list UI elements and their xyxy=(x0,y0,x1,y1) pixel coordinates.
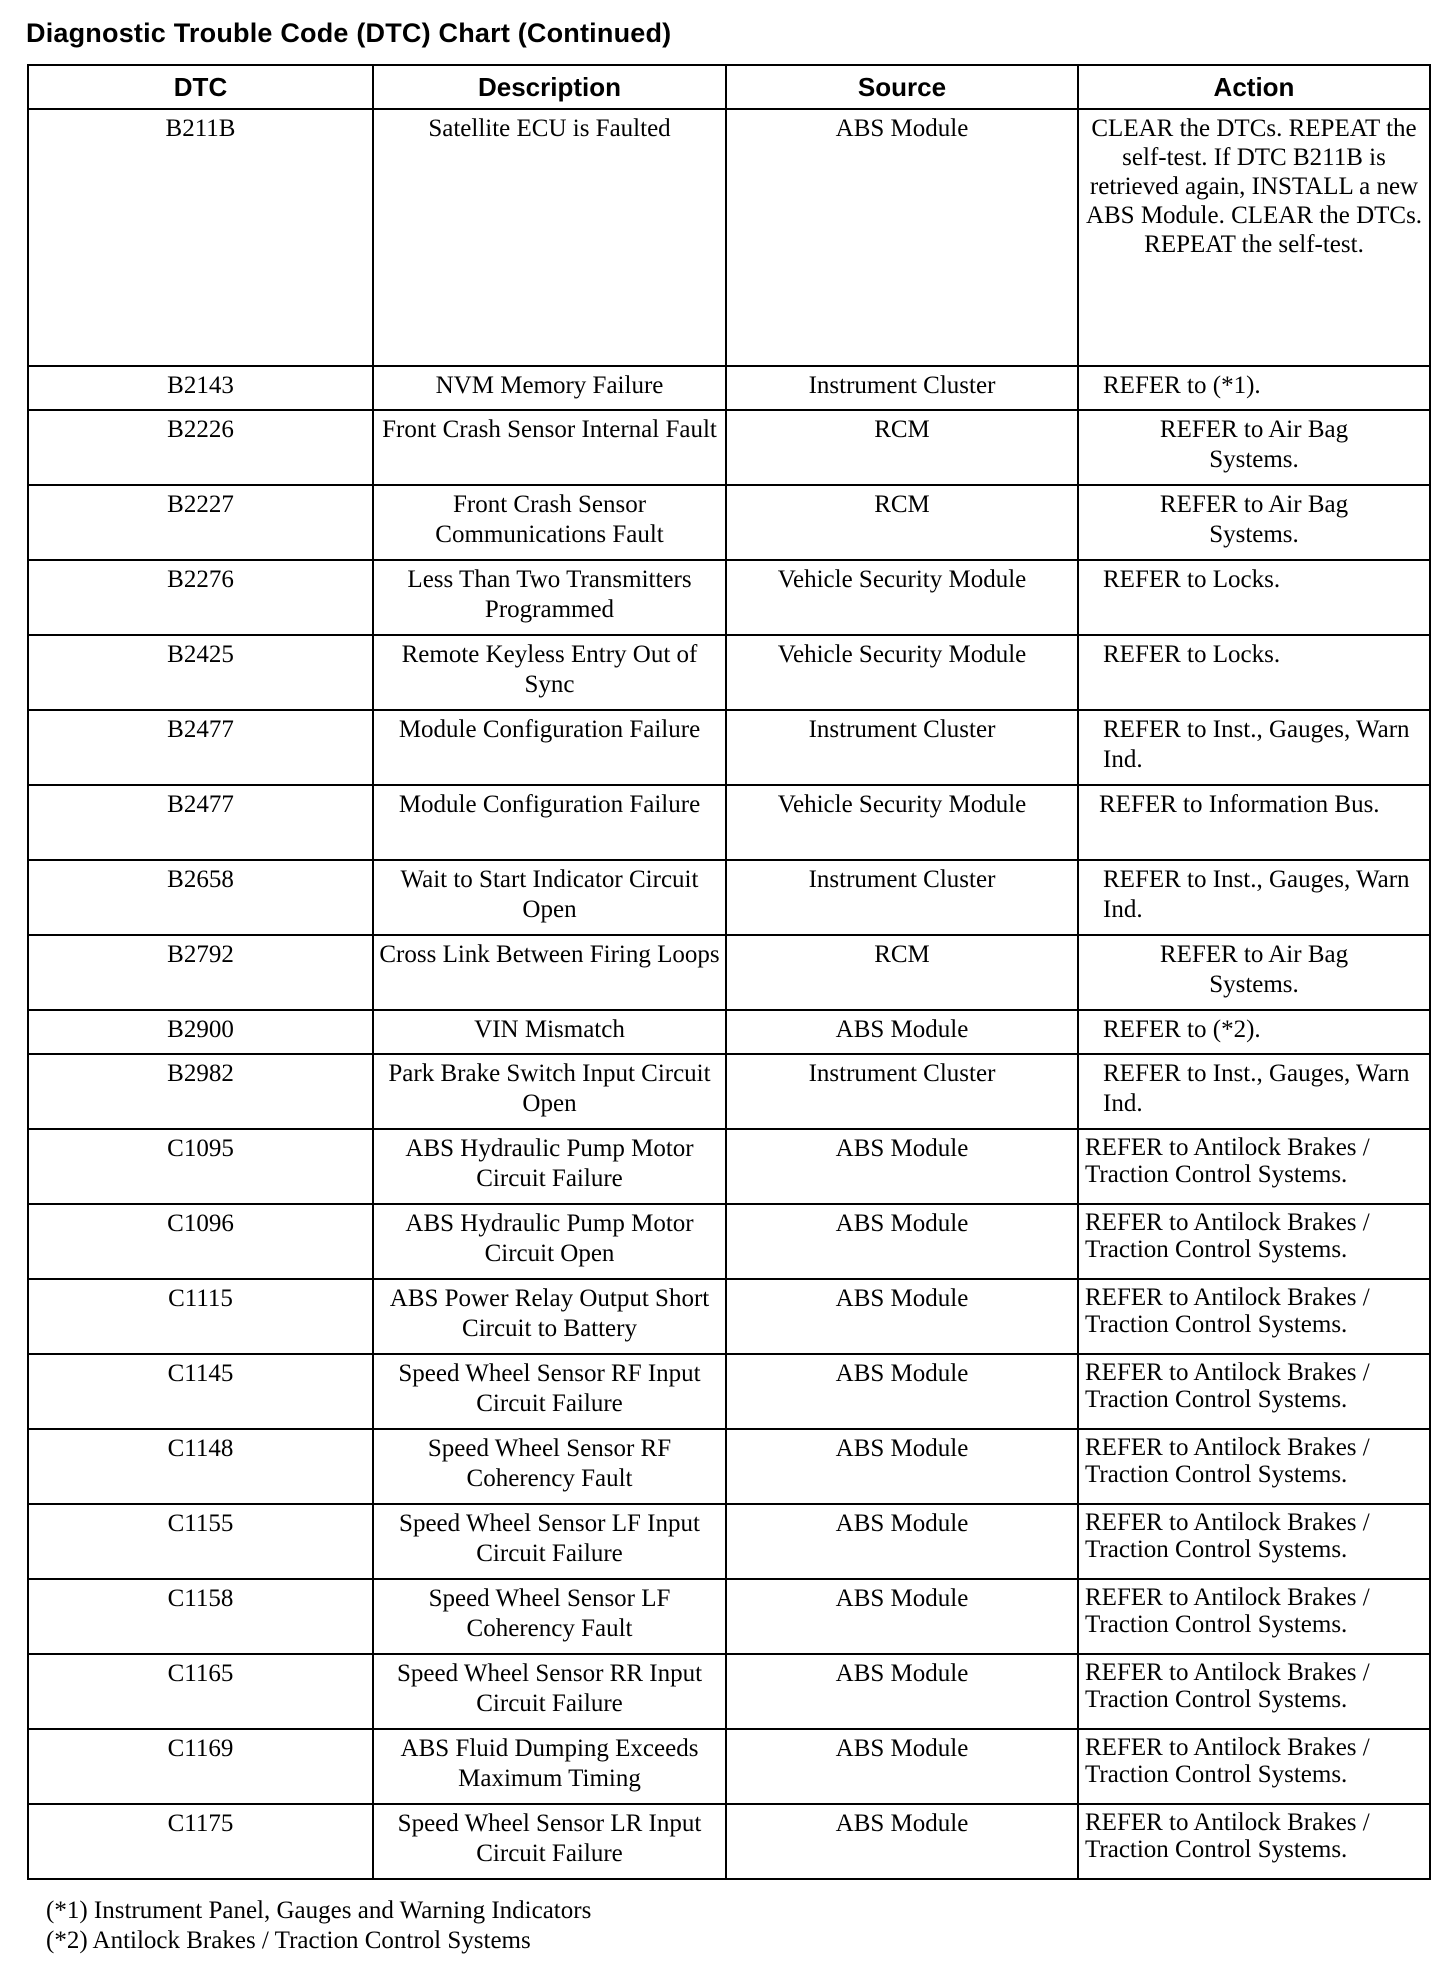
footnote: (*1) Instrument Panel, Gauges and Warning Indicators xyxy=(46,1897,592,1924)
dtc-action: REFER to Air Bag Systems. xyxy=(1078,410,1430,485)
table-row xyxy=(28,366,1430,410)
dtc-description: Satellite ECU is Faulted xyxy=(373,109,726,366)
dtc-source: Instrument Cluster xyxy=(726,1054,1078,1129)
dtc-description: VIN Mismatch xyxy=(373,1010,726,1054)
dtc-source: ABS Module xyxy=(726,1729,1078,1804)
dtc-action: REFER to Antilock Brakes / Traction Control Systems. xyxy=(1078,1129,1430,1204)
dtc-code: C1096 xyxy=(28,1204,373,1279)
dtc-source: ABS Module xyxy=(726,1804,1078,1879)
dtc-code: B2900 xyxy=(28,1010,373,1054)
dtc-code: B2226 xyxy=(28,410,373,485)
dtc-source: Vehicle Security Module xyxy=(726,560,1078,635)
table-row xyxy=(28,485,1430,560)
table-row xyxy=(28,785,1430,860)
table-header-row xyxy=(28,65,1430,109)
dtc-source: ABS Module xyxy=(726,109,1078,366)
dtc-description: ABS Hydraulic Pump Motor Circuit Failure xyxy=(373,1129,726,1204)
dtc-action: REFER to Air Bag Systems. xyxy=(1078,935,1430,1010)
dtc-action: REFER to Antilock Brakes / Traction Control Systems. xyxy=(1078,1654,1430,1729)
dtc-code: B2227 xyxy=(28,485,373,560)
page-title: Diagnostic Trouble Code (DTC) Chart (Continued) xyxy=(26,18,672,48)
dtc-code: B2425 xyxy=(28,635,373,710)
dtc-action: REFER to Information Bus. xyxy=(1078,785,1430,860)
dtc-description: Remote Keyless Entry Out of Sync xyxy=(373,635,726,710)
dtc-description: ABS Fluid Dumping Exceeds Maximum Timing xyxy=(373,1729,726,1804)
dtc-action: REFER to Air Bag Systems. xyxy=(1078,485,1430,560)
dtc-description: Front Crash Sensor Communications Fault xyxy=(373,485,726,560)
dtc-description: Cross Link Between Firing Loops xyxy=(373,935,726,1010)
dtc-code: C1175 xyxy=(28,1804,373,1879)
dtc-code: B2792 xyxy=(28,935,373,1010)
dtc-action: REFER to Inst., Gauges, Warn Ind. xyxy=(1078,860,1430,935)
dtc-action: REFER to (*2). xyxy=(1078,1010,1430,1054)
dtc-code: C1158 xyxy=(28,1579,373,1654)
dtc-source: ABS Module xyxy=(726,1129,1078,1204)
header-dtc: DTC xyxy=(28,65,373,109)
dtc-code: C1165 xyxy=(28,1654,373,1729)
dtc-code: B211B xyxy=(28,109,373,366)
dtc-description: Speed Wheel Sensor RR Input Circuit Failure xyxy=(373,1654,726,1729)
dtc-description: NVM Memory Failure xyxy=(373,366,726,410)
header-action: Action xyxy=(1078,65,1430,109)
dtc-source: Instrument Cluster xyxy=(726,710,1078,785)
dtc-code: B2276 xyxy=(28,560,373,635)
dtc-source: ABS Module xyxy=(726,1654,1078,1729)
dtc-code: C1145 xyxy=(28,1354,373,1429)
dtc-action: REFER to (*1). xyxy=(1078,366,1430,410)
table-row xyxy=(28,1354,1430,1429)
table-row xyxy=(28,1279,1430,1354)
dtc-action: REFER to Inst., Gauges, Warn Ind. xyxy=(1078,1054,1430,1129)
header-description: Description xyxy=(373,65,726,109)
dtc-action: REFER to Antilock Brakes / Traction Control Systems. xyxy=(1078,1504,1430,1579)
dtc-code: C1115 xyxy=(28,1279,373,1354)
dtc-action: REFER to Inst., Gauges, Warn Ind. xyxy=(1078,710,1430,785)
header-source: Source xyxy=(726,65,1078,109)
dtc-description: Speed Wheel Sensor RF Coherency Fault xyxy=(373,1429,726,1504)
dtc-source: ABS Module xyxy=(726,1354,1078,1429)
dtc-code: B2982 xyxy=(28,1054,373,1129)
table-row xyxy=(28,109,1430,366)
dtc-source: ABS Module xyxy=(726,1579,1078,1654)
dtc-source: Instrument Cluster xyxy=(726,366,1078,410)
table-row xyxy=(28,710,1430,785)
table-row xyxy=(28,1804,1430,1879)
dtc-description: Speed Wheel Sensor RF Input Circuit Failure xyxy=(373,1354,726,1429)
dtc-description: Speed Wheel Sensor LF Coherency Fault xyxy=(373,1579,726,1654)
footnotes xyxy=(46,1896,591,1956)
dtc-code: C1148 xyxy=(28,1429,373,1504)
table-row xyxy=(28,1504,1430,1579)
dtc-action: REFER to Antilock Brakes / Traction Control Systems. xyxy=(1078,1279,1430,1354)
dtc-description: Speed Wheel Sensor LF Input Circuit Failure xyxy=(373,1504,726,1579)
dtc-action: REFER to Antilock Brakes / Traction Control Systems. xyxy=(1078,1354,1430,1429)
table-row xyxy=(28,1129,1430,1204)
dtc-source: ABS Module xyxy=(726,1504,1078,1579)
table-row xyxy=(28,560,1430,635)
dtc-action: REFER to Locks. xyxy=(1078,560,1430,635)
dtc-description: Module Configuration Failure xyxy=(373,710,726,785)
dtc-description: Park Brake Switch Input Circuit Open xyxy=(373,1054,726,1129)
dtc-action: REFER to Antilock Brakes / Traction Control Systems. xyxy=(1078,1804,1430,1879)
dtc-source: ABS Module xyxy=(726,1279,1078,1354)
dtc-description: ABS Hydraulic Pump Motor Circuit Open xyxy=(373,1204,726,1279)
dtc-source: ABS Module xyxy=(726,1010,1078,1054)
dtc-description: ABS Power Relay Output Short Circuit to Battery xyxy=(373,1279,726,1354)
dtc-action: REFER to Antilock Brakes / Traction Control Systems. xyxy=(1078,1579,1430,1654)
dtc-source: RCM xyxy=(726,485,1078,560)
dtc-code: B2658 xyxy=(28,860,373,935)
dtc-code: C1155 xyxy=(28,1504,373,1579)
table-row xyxy=(28,935,1430,1010)
dtc-code: C1095 xyxy=(28,1129,373,1204)
dtc-source: Vehicle Security Module xyxy=(726,785,1078,860)
dtc-description: Front Crash Sensor Internal Fault xyxy=(373,410,726,485)
table-row xyxy=(28,1729,1430,1804)
dtc-code: B2477 xyxy=(28,710,373,785)
dtc-table xyxy=(27,64,1431,1880)
table-row xyxy=(28,1429,1430,1504)
table-row xyxy=(28,1010,1430,1054)
dtc-source: RCM xyxy=(726,935,1078,1010)
dtc-source: Instrument Cluster xyxy=(726,860,1078,935)
dtc-code: B2477 xyxy=(28,785,373,860)
table-row xyxy=(28,1654,1430,1729)
dtc-action: REFER to Antilock Brakes / Traction Control Systems. xyxy=(1078,1429,1430,1504)
dtc-action: REFER to Antilock Brakes / Traction Control Systems. xyxy=(1078,1204,1430,1279)
table-row xyxy=(28,410,1430,485)
dtc-action: CLEAR the DTCs. REPEAT the self-test. If DTC B211B is retrieved again, INSTALL a new ABS Module. CLEAR the DTCs. REPEAT the self-test. xyxy=(1078,109,1430,366)
dtc-source: Vehicle Security Module xyxy=(726,635,1078,710)
dtc-description: Speed Wheel Sensor LR Input Circuit Failure xyxy=(373,1804,726,1879)
dtc-source: ABS Module xyxy=(726,1429,1078,1504)
footnote: (*2) Antilock Brakes / Traction Control Systems xyxy=(46,1927,531,1954)
dtc-action: REFER to Antilock Brakes / Traction Control Systems. xyxy=(1078,1729,1430,1804)
dtc-code: B2143 xyxy=(28,366,373,410)
table-row xyxy=(28,635,1430,710)
table-row xyxy=(28,860,1430,935)
dtc-code: C1169 xyxy=(28,1729,373,1804)
dtc-source: ABS Module xyxy=(726,1204,1078,1279)
table-row xyxy=(28,1204,1430,1279)
dtc-description: Module Configuration Failure xyxy=(373,785,726,860)
dtc-action: REFER to Locks. xyxy=(1078,635,1430,710)
table-row xyxy=(28,1579,1430,1654)
dtc-source: RCM xyxy=(726,410,1078,485)
dtc-description: Wait to Start Indicator Circuit Open xyxy=(373,860,726,935)
table-row xyxy=(28,1054,1430,1129)
dtc-description: Less Than Two Transmitters Programmed xyxy=(373,560,726,635)
